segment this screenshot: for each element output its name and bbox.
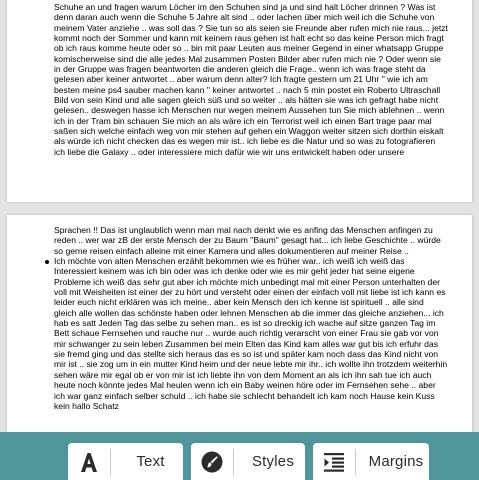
margins-button-label: Margins: [368, 453, 424, 470]
styles-button-label: Styles: [251, 453, 295, 470]
document-page-2: [7, 215, 472, 440]
margins-button[interactable]: [313, 443, 429, 480]
text-button[interactable]: [68, 443, 183, 480]
document-page-1: [7, 0, 472, 202]
styles-button[interactable]: [191, 443, 305, 480]
list-indent-icon: [323, 451, 345, 473]
page-1-paragraph: Schuhe an und fragen warum Löcher im den Schuhen sind ja und sind halt Löcher drinnen ? Was ist denn daran auch wenn die Schuhe 5 Jahre alt sind .. oder lachen über mich weil ich die Schuhe von meinem Vater anziehe .. was soll das ? Sie tun so als seien sie Freunde aber rufen mich nie raus... jetzt kommt noch der Sommer und kann mit keinem raus gehen ist halt echt so das keine Person mich fragt ob ich raus komme heute oder so .. bin mit paar Leuten aus meiner Gegend in einer whatsapp Gruppe komischerweise sind die alle jedes Mal zusammen Posten Bilder aber rufen mich nie ? Oder wenn sie in der Gruppe was fragen beantworten die anderen gleich die Frage.. wenn ich was frage steht da gelesen aber keiner antwortet .. aber warum denn alter? Ich fragte gestern um 21 Uhr " wie ich am besten meine ps4 sauber machen kann " keiner antwortet .. nach 5 min postet ein Roberto Ultraschall Bild von sein Kind und alle sagen gleich süß und so weiter .. als hätten sie was ich gefragt habe nicht gelesen.. deswegen hasse ich Menschen nur wegen meinem Aussehen tun Sie mich ablehnen .. wenn ich in der Tram bin schauen Sie mich an als wäre ich ein Terrorist weil ich einen Bart trage paar mal saßen sich welche einfach weg von mir stehen auf gehen ein Waggon weiter sitzen sich dorthin eiskalt als würde ich nicht checken das es wegen mir ist.. ich liebe es die Natur und so was zu fotografieren ich liebe die Galaxy .. oder interessiere mich dafür wie wir uns entwickelt haben oder unsere: [54, 2, 448, 157]
page-2-bullet-text: Ich möchte von alten Menschen erzählt bekommen wie es früher war.. ich weiß ich weiß das Interessiert keinem was ich bin oder was ich denke oder wie es mir geht jeder hat seine eigene Probleme ich weiß das sehr gut aber ich möchte mich unbedingt mal mit einer Person unterhalten der voll mit Weisheiten ist einer der zu hört und versteht oder einen der einfach voll mit liebe ist ich kann es leider euch nicht erklären was ich meine.. aber kein Mensch den ich kenne ist spirituell .. alle sind gleich alle wollen das schönste haben oder lehnen Menschen ab die immer das gleiche anziehen... ich hab es satt Jeden Tag das selbe zu sehen man.. es ist so dreckig ich wache auf sitze ganzen Tag im Bett schaue Fernsehen und rauche nur .. wurde auch richtig verarscht von einer Frau sie gab vor von mir schwanger zu sein leben Zusammen bei mein Elten das Kind kam alles war gut bis ich erfuhr das sie fremd ging und das stellte sich heraus das es so ist und später kam noch dass das Kind nicht von mir ist .. sie zog um in ein mutter Kind heim und der neue lebte mir ihr.. ich wollte ihn trotzdem weiterhin sehen wäre mir egal ob er von mir ist ich liebte ihn von dem Moment an als ich ihn sah tue ich auch heute noch könnte jedes Mal heulen wenn ich ein Baby weinen höre oder im Fernsehen sehe .. aber ich war ganz einfach selber schuld .. ich habe sie schlecht behandelt ich kam noch Hause kein Kuss kein hallo Schatz: [54, 256, 448, 411]
page-2-paragraph: Sprachen !! Das ist unglaublich wenn man mal nach denkt wie es anfing das Menschen anfingen zu reden .. wer war zB der erste Mensch der zu Baum "Baum" gesagt hat... ich liebe Geschichte .. würde so gerne reisen einfach alleine mit einer Kamera und alles dokumentieren auf meiner Reise ..: [54, 225, 441, 256]
page-1-text: [54, 2, 448, 157]
bullet-dot-icon: [45, 260, 49, 264]
brush-icon: [201, 451, 223, 473]
page-2-bullet-item: [54, 256, 448, 411]
letter-a-icon: [78, 451, 100, 473]
margins-button-divider: [355, 449, 356, 475]
bottom-toolbar: [0, 432, 479, 480]
text-button-divider: [110, 449, 111, 475]
styles-button-divider: [233, 449, 234, 475]
page-2-text: [54, 225, 448, 411]
text-button-label: Text: [136, 453, 165, 470]
